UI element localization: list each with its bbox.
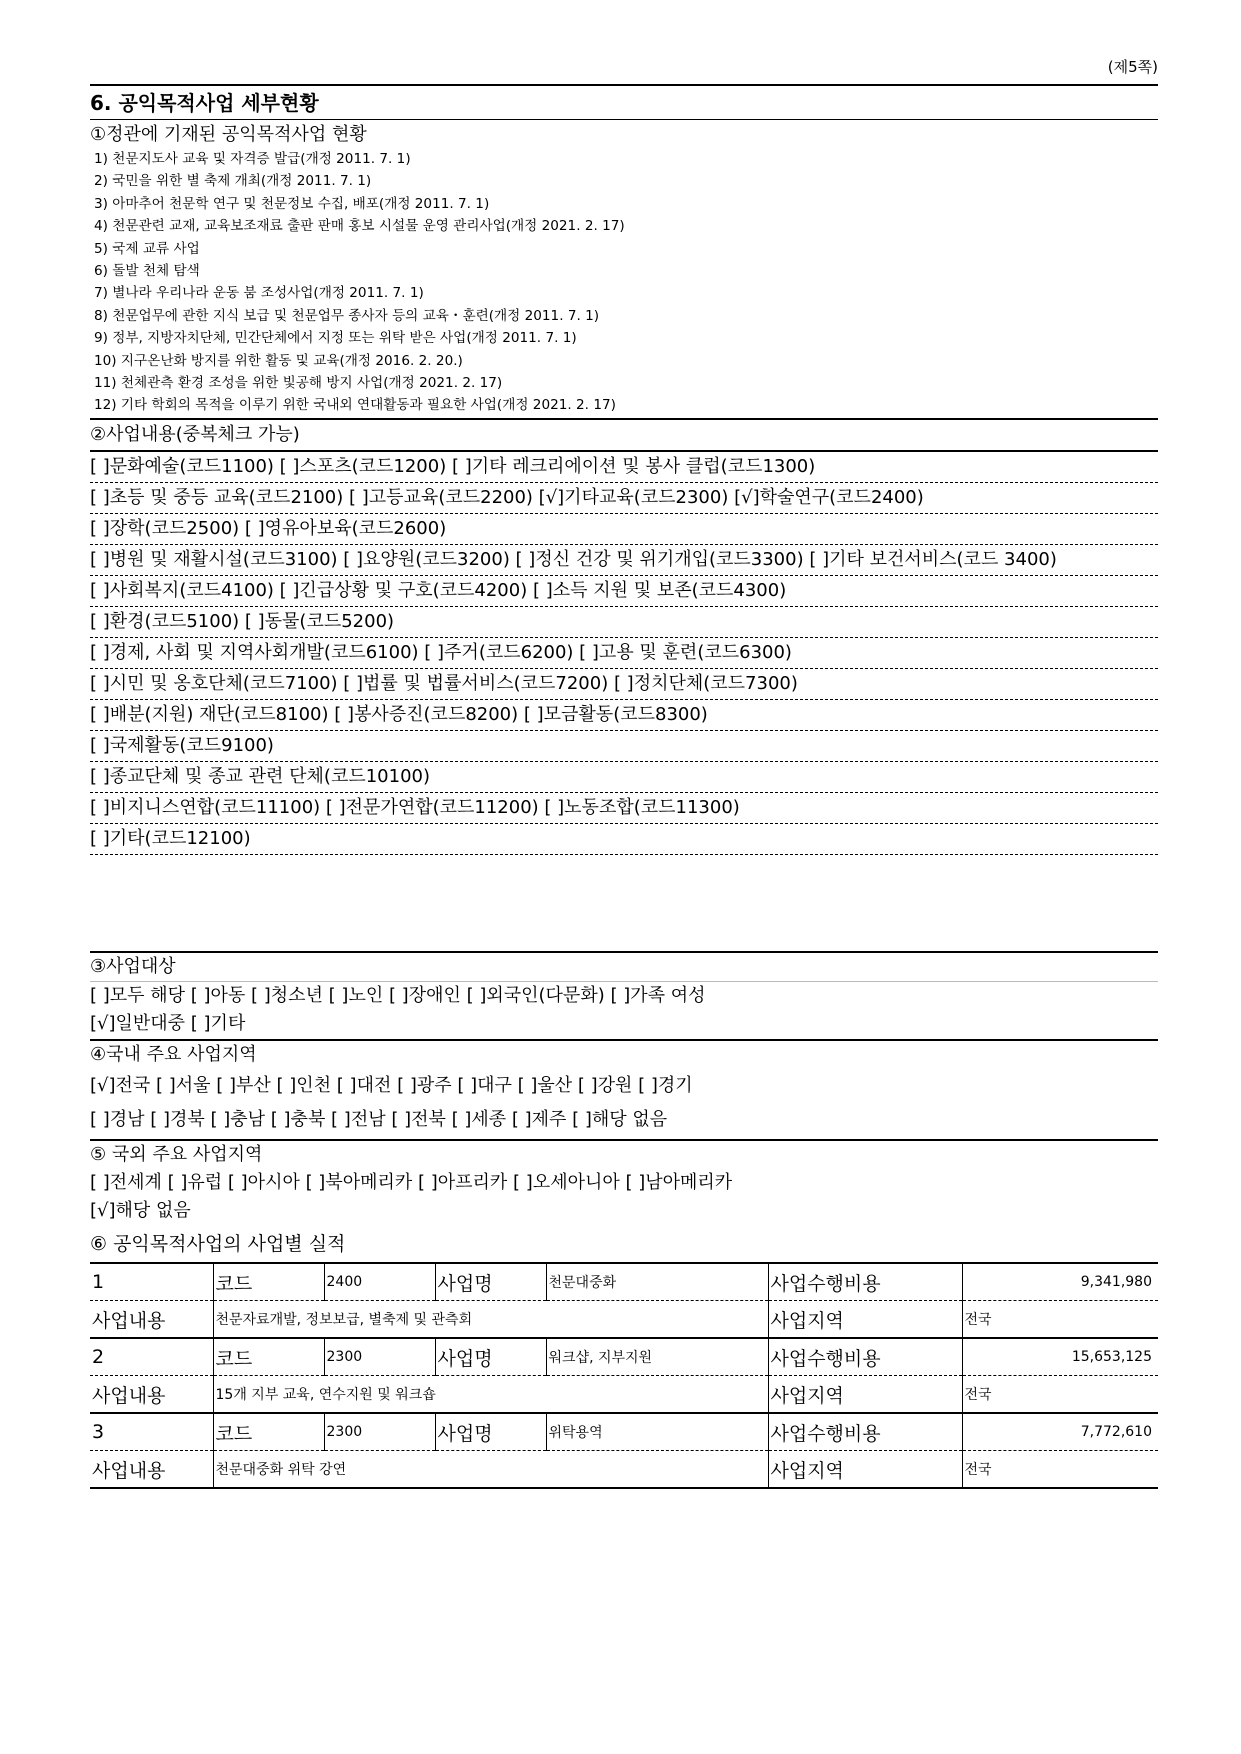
checkbox-row: [ ]초등 및 중등 교육(코드2100) [ ]고등교육(코드2200) [√]기타교육(코드2300) [√]학술연구(코드2400) — [90, 483, 1158, 514]
articles-heading: ①정관에 기재된 공익목적사업 현황 — [90, 124, 367, 145]
checkbox-row: [ ]시민 및 옹호단체(코드7100) [ ]법률 및 법률서비스(코드7200) [ ]정치단체(코드7300) — [90, 669, 1158, 700]
article-item: 8) 천문업무에 관한 지식 보급 및 천문업무 종사자 등의 교육・훈련(개정 2011. 7. 1) — [94, 307, 600, 324]
checkbox-row: [ ]종교단체 및 종교 관련 단체(코드10100) — [90, 762, 1158, 793]
article-item: 2) 국민을 위한 별 축제 개최(개정 2011. 7. 1) — [94, 173, 372, 190]
project-name: 워크샵, 지부지원 — [546, 1338, 768, 1376]
project-cost: 15,653,125 — [962, 1338, 1158, 1376]
region-label: 사업지역 — [768, 1451, 962, 1489]
table-row — [90, 1338, 1158, 1376]
name-label: 사업명 — [435, 1263, 546, 1301]
project-code: 2300 — [324, 1338, 435, 1376]
domestic-region-heading: ④국내 주요 사업지역 — [90, 1044, 257, 1065]
project-number: 2 — [90, 1338, 213, 1376]
checkbox-row: [√]전국 [ ]서울 [ ]부산 [ ]인천 [ ]대전 [ ]광주 [ ]대구 [ ]울산 [ ]강원 [ ]경기 — [90, 1075, 693, 1096]
cost-label: 사업수행비용 — [768, 1338, 962, 1376]
code-label: 코드 — [213, 1338, 324, 1376]
article-item: 12) 기타 학회의 목적을 이루기 위한 국내외 연대활동과 필요한 사업(개정 2021. 2. 17) — [94, 397, 616, 414]
checkbox-row: [ ]전세계 [ ]유럽 [ ]아시아 [ ]북아메리카 [ ]아프리카 [ ]오세아니아 [ ]남아메리카 — [90, 1172, 733, 1193]
name-label: 사업명 — [435, 1413, 546, 1451]
article-item: 4) 천문관련 교재, 교육보조재료 출판 판매 홍보 시설물 운영 관리사업(개정 2021. 2. 17) — [94, 218, 625, 235]
table-row — [90, 1263, 1158, 1301]
code-label: 코드 — [213, 1263, 324, 1301]
checkbox-row: [ ]기타(코드12100) — [90, 824, 1158, 855]
checkbox-row: [ ]배분(지원) 재단(코드8100) [ ]봉사증진(코드8200) [ ]모금활동(코드8300) — [90, 700, 1158, 731]
performance-table — [90, 1262, 1158, 1489]
article-item: 9) 정부, 지방자치단체, 민간단체에서 지정 또는 위탁 받은 사업(개정 2011. 7. 1) — [94, 330, 577, 347]
table-row — [90, 1376, 1158, 1414]
checkbox-row: [ ]장학(코드2500) [ ]영유아보육(코드2600) — [90, 514, 1158, 545]
checkbox-row: [√]일반대중 [ ]기타 — [90, 1013, 246, 1034]
table-row — [90, 1413, 1158, 1451]
project-cost: 9,341,980 — [962, 1263, 1158, 1301]
checkbox-row: [ ]경제, 사회 및 지역사회개발(코드6100) [ ]주거(코드6200) [ ]고용 및 훈련(코드6300) — [90, 638, 1158, 669]
overseas-region-section — [90, 1139, 1158, 1225]
name-label: 사업명 — [435, 1338, 546, 1376]
performance-section — [90, 1226, 1158, 1489]
project-region: 전국 — [962, 1451, 1158, 1489]
checkbox-row: [ ]사회복지(코드4100) [ ]긴급상황 및 구호(코드4200) [ ]소득 지원 및 보존(코드4300) — [90, 576, 1158, 607]
cost-label: 사업수행비용 — [768, 1413, 962, 1451]
cost-label: 사업수행비용 — [768, 1263, 962, 1301]
business-content-heading: ②사업내용(중복체크 가능) — [90, 420, 1158, 452]
project-number: 3 — [90, 1413, 213, 1451]
article-item: 3) 아마추어 천문학 연구 및 천문정보 수집, 배포(개정 2011. 7. 1) — [94, 195, 490, 212]
checkbox-row: [ ]모두 해당 [ ]아동 [ ]청소년 [ ]노인 [ ]장애인 [ ]외국인(다문화) [ ]가족 여성 — [90, 985, 706, 1006]
checkbox-row: [√]해당 없음 — [90, 1200, 191, 1221]
project-name: 위탁용역 — [546, 1413, 768, 1451]
content-label: 사업내용 — [92, 1309, 166, 1332]
project-region: 전국 — [962, 1376, 1158, 1414]
article-item: 1) 천문지도사 교육 및 자격증 발급(개정 2011. 7. 1) — [94, 151, 411, 167]
section-title: 6. 공익목적사업 세부현황 — [90, 84, 1158, 120]
checkbox-row: [ ]비지니스연합(코드11100) [ ]전문가연합(코드11200) [ ]노동조합(코드11300) — [90, 793, 1158, 824]
project-content: 천문대중화 위탁 강연 — [213, 1451, 768, 1489]
checkbox-row: [ ]경남 [ ]경북 [ ]충남 [ ]충북 [ ]전남 [ ]전북 [ ]세종 [ ]제주 [ ]해당 없음 — [90, 1109, 668, 1130]
article-item: 11) 천체관측 환경 조성을 위한 빛공해 방지 사업(개정 2021. 2. 17) — [94, 375, 503, 392]
checkbox-row: [ ]국제활동(코드9100) — [90, 731, 1158, 762]
article-item: 6) 돌발 천체 탐색 — [94, 263, 200, 280]
project-number: 1 — [90, 1263, 213, 1301]
code-label: 코드 — [213, 1413, 324, 1451]
project-content: 15개 지부 교육, 연수지원 및 워크숍 — [213, 1376, 768, 1414]
table-row — [90, 1451, 1158, 1489]
target-heading: ③사업대상 — [90, 953, 1158, 982]
article-item: 7) 별나라 우리나라 운동 붐 조성사업(개정 2011. 7. 1) — [94, 285, 424, 302]
region-label: 사업지역 — [768, 1301, 962, 1339]
region-label: 사업지역 — [768, 1376, 962, 1414]
table-row — [90, 1301, 1158, 1339]
project-cost: 7,772,610 — [962, 1413, 1158, 1451]
page-number: (제5쪽) — [1107, 58, 1158, 76]
project-code: 2400 — [324, 1263, 435, 1301]
project-content: 천문자료개발, 정보보급, 별축제 및 관측회 — [213, 1301, 768, 1339]
checkbox-row: [ ]문화예술(코드1100) [ ]스포츠(코드1200) [ ]기타 레크리에이션 및 봉사 클럽(코드1300) — [90, 452, 1158, 483]
content-label: 사업내용 — [92, 1384, 166, 1407]
project-code: 2300 — [324, 1413, 435, 1451]
target-section — [90, 951, 1158, 1038]
checkbox-row: [ ]환경(코드5100) [ ]동물(코드5200) — [90, 607, 1158, 638]
domestic-region-section — [90, 1039, 1158, 1137]
project-name: 천문대중화 — [546, 1263, 768, 1301]
project-region: 전국 — [962, 1301, 1158, 1339]
overseas-region-heading: ⑤ 국외 주요 사업지역 — [90, 1144, 263, 1165]
article-item: 10) 지구온난화 방지를 위한 활동 및 교육(개정 2016. 2. 20.) — [94, 352, 463, 369]
article-item: 5) 국제 교류 사업 — [94, 240, 200, 257]
articles-section — [90, 122, 1158, 417]
content-label: 사업내용 — [90, 1451, 213, 1489]
checkbox-row: [ ]병원 및 재활시설(코드3100) [ ]요양원(코드3200) [ ]정신 건강 및 위기개입(코드3300) [ ]기타 보건서비스(코드 3400) — [90, 545, 1158, 576]
business-content-section — [90, 418, 1158, 855]
performance-heading: ⑥ 공익목적사업의 사업별 실적 — [90, 1233, 346, 1255]
